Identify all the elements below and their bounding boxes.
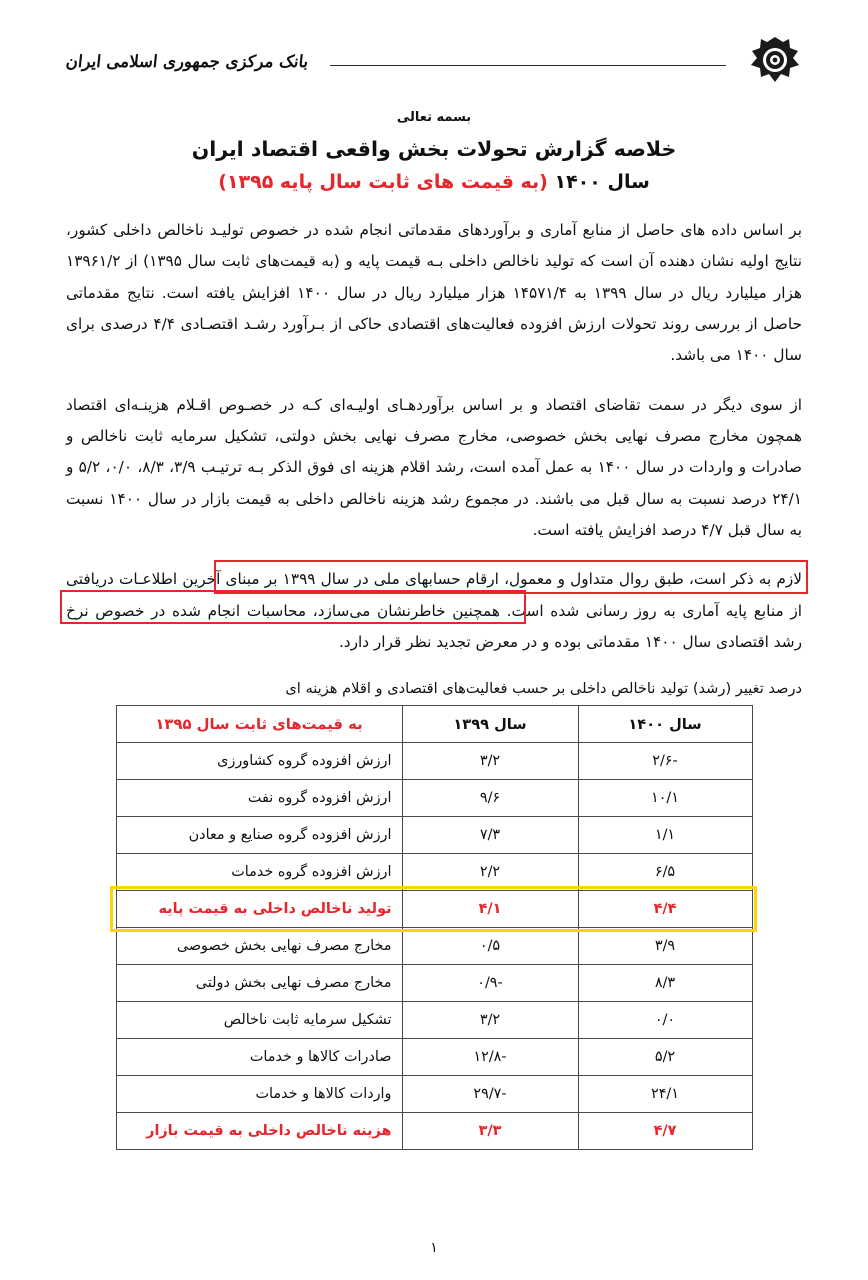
- page-number: ۱: [430, 1240, 438, 1256]
- besmeh-line: بسمه تعالی: [396, 110, 472, 125]
- cell-1400: ۴/۴: [578, 891, 752, 928]
- paragraph-3-highlighted: لازم به ذکر است، طبق روال متداول و معمول، ارقام حسابهای ملی در سال ۱۳۹۹ بر مبنای آخرین اطلاعـات دریافتی از منابع پایه آماری به روز رسانی شده است. همچنین خاطرنشان می‌سازد، محاسبات انجام شده در خصوص نرخ رشد اقتصادی سال ۱۴۰۰ مقدماتی بوده و در معرض تجدید نظر قرار دارد.: [66, 570, 802, 652]
- bank-name: بانک مرکزی جمهوری اسلامی ایران: [65, 51, 310, 71]
- cell-1399: ۹/۶: [402, 780, 578, 817]
- table-row: [116, 780, 752, 817]
- cell-label: ارزش افزوده گروه صنایع و معادن: [116, 817, 402, 854]
- table-row: [116, 1076, 752, 1113]
- cell-1400: ۲۴/۱: [578, 1076, 752, 1113]
- cell-label: ارزش افزوده گروه کشاورزی: [116, 743, 402, 780]
- cell-1400: -۲/۶: [578, 743, 752, 780]
- cell-1400: ۸/۳: [578, 965, 752, 1002]
- table-header-row: [116, 706, 752, 743]
- cell-label: تولید ناخالص داخلی به قیمت پایه: [116, 891, 402, 928]
- highlighted-paragraph-block: [66, 564, 802, 658]
- cell-1400: ۶/۵: [578, 854, 752, 891]
- column-header-label: به قیمت‌های ثابت سال ۱۳۹۵: [116, 706, 402, 743]
- cell-label: صادرات کالاها و خدمات: [116, 1039, 402, 1076]
- cell-1399: -۲۹/۷: [402, 1076, 578, 1113]
- cell-1399: ۳/۳: [402, 1113, 578, 1150]
- cell-1399: ۳/۲: [402, 743, 578, 780]
- page-header: [66, 34, 802, 94]
- page-title: خلاصه گزارش تحولات بخش واقعی اقتصاد ایران: [191, 137, 677, 161]
- cell-1399: ۰/۵: [402, 928, 578, 965]
- table-row: [116, 854, 752, 891]
- cell-1399: ۳/۲: [402, 1002, 578, 1039]
- paragraph-2: از سوی دیگر در سمت تقاضای اقتصاد و بر اساس برآوردهـای اولیـه‌ای کـه در خصـوص اقـلام هزینـه‌ای اقتصاد همچون مخارج مصرف نهایی بخش خصوصی، مخارج مصرف نهایی بخش دولتی، تشکیل سرمایه ثابت ناخالص و صادرات و واردات در سال ۱۴۰۰ به عمل آمده است، رشد اقلام هزینه ای فوق الذکر بـه ترتیـب ۳/۹، ۸/۳، ۰/۰، ۵/۲ و ۲۴/۱ درصد نسبت به سال قبل می باشند. در مجموع رشد هزینه ناخالص داخلی به قیمت بازار در سال ۱۴۰۰ نسبت به سال قبل ۴/۷ درصد افزایش یافته است.: [66, 395, 803, 540]
- table-row: [116, 817, 752, 854]
- cell-1400: ۴/۷: [578, 1113, 752, 1150]
- cell-1400: ۵/۲: [578, 1039, 752, 1076]
- page-subtitle: [66, 171, 802, 193]
- cell-label: ارزش افزوده گروه نفت: [116, 780, 402, 817]
- cell-label: مخارج مصرف نهایی بخش دولتی: [116, 965, 402, 1002]
- table-wrapper: [66, 705, 802, 1150]
- cell-label: ارزش افزوده گروه خدمات: [116, 854, 402, 891]
- table-caption: درصد تغییر (رشد) تولید ناخالص داخلی بر حسب فعالیت‌های اقتصادی و اقلام هزینه ای: [285, 680, 802, 698]
- header-divider: [330, 65, 726, 66]
- cell-1400: ۰/۰: [578, 1002, 752, 1039]
- table-row: [116, 743, 752, 780]
- subtitle-base-price: (به قیمت های ثابت سال پایه ۱۳۹۵): [218, 171, 548, 193]
- table-row: [116, 965, 752, 1002]
- column-header-1400: سال ۱۴۰۰: [578, 706, 752, 743]
- cell-label: مخارج مصرف نهایی بخش خصوصی: [116, 928, 402, 965]
- cell-label: واردات کالاها و خدمات: [116, 1076, 402, 1113]
- table-row: [116, 1039, 752, 1076]
- cell-1400: ۳/۹: [578, 928, 752, 965]
- table-row: [116, 1113, 752, 1150]
- cell-label: هزینه ناخالص داخلی به قیمت بازار: [116, 1113, 402, 1150]
- cell-1400: ۱۰/۱: [578, 780, 752, 817]
- cell-1400: ۱/۱: [578, 817, 752, 854]
- cell-1399: ۴/۱: [402, 891, 578, 928]
- cell-1399: -۰/۹: [402, 965, 578, 1002]
- table-row: [116, 891, 752, 928]
- gdp-growth-table: [116, 705, 753, 1150]
- cell-1399: -۱۲/۸: [402, 1039, 578, 1076]
- column-header-1399: سال ۱۳۹۹: [402, 706, 578, 743]
- table-row: [116, 1002, 752, 1039]
- cell-1399: ۲/۲: [402, 854, 578, 891]
- paragraph-1: بر اساس داده های حاصل از منابع آماری و برآوردهای مقدماتی انجام شده در خصوص تولیـد ناخالص داخلی کشور، نتایج اولیه نشان دهنده آن است که تولید ناخالص داخلی بـه قیمت پایه و (به قیمت‌های ثابت سال ۱۳۹۵) از ۱۳۹۶۱/۲ هزار میلیارد ریال در سال ۱۳۹۹ به ۱۴۵۷۱/۴ هزار میلیارد ریال در سال ۱۴۰۰ افزایش یافته است. نتایج مقدماتی حاصل از بررسی روند تحولات ارزش افزوده فعالیت‌های اقتصادی حاکی از بـرآورد رشـد اقتصـادی ۴/۴ درصدی برای سال ۱۴۰۰ می باشد.: [66, 221, 802, 365]
- subtitle-year: سال ۱۴۰۰: [554, 171, 650, 193]
- cell-label: تشکیل سرمایه ثابت ناخالص: [116, 1002, 402, 1039]
- central-bank-logo-icon: [748, 34, 802, 88]
- table-row: [116, 928, 752, 965]
- cell-1399: ۷/۳: [402, 817, 578, 854]
